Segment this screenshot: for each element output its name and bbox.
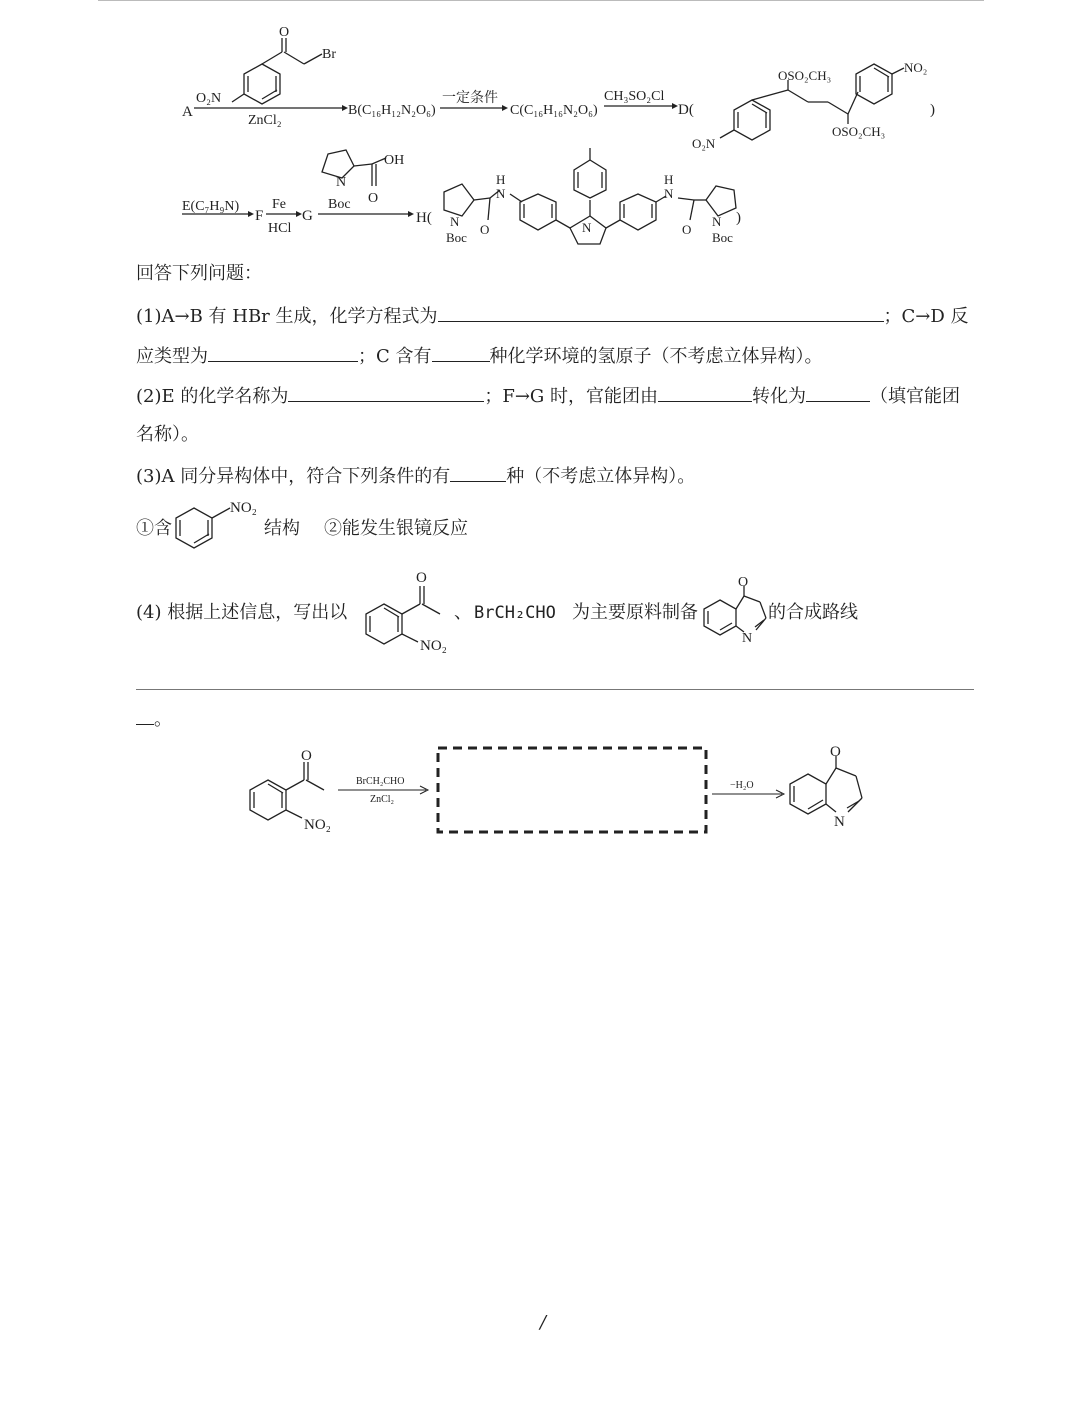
route-arrow-1-above: BrCH₂CHO [356, 776, 405, 787]
q3-condition-1-prefix: ①含 [136, 518, 172, 539]
q4-starting-material [362, 566, 462, 656]
reagent-N: N [336, 175, 347, 190]
q4-text-c: 为主要原料制备 [572, 602, 698, 623]
D-OSO2CH3-bottom: OSO₂CH₃ [832, 124, 886, 139]
label-H-close: ) [736, 210, 741, 226]
q3-NO2: NO₂ [230, 500, 257, 516]
label-D-close: ) [930, 102, 935, 118]
route-arrow-1-below: ZnCl₂ [370, 794, 395, 805]
reagent-O2N: O₂N [196, 91, 222, 106]
q1-text-d: ；C 含有 [358, 346, 432, 367]
q2-text-c: 转化为 [752, 386, 807, 407]
q2-answer-group-to[interactable] [806, 383, 870, 402]
arrow-G-head [408, 211, 414, 217]
arrow-E-head [248, 211, 254, 217]
q3-nitrobenzene-structure [170, 496, 270, 556]
q2-text-d: （填官能团 [870, 386, 961, 407]
reagent-OH: OH [384, 153, 405, 168]
H-Boc-left: Boc [446, 230, 467, 245]
question-1-line-1 [136, 303, 969, 329]
q1-text-a: (1)A→B 有 HBr 生成，化学方程式为 [136, 306, 438, 327]
arrow-F-below: HCl [268, 221, 292, 236]
q4-reagent: BrCH₂CHO [474, 603, 556, 623]
label-E: E(C₇H₉N) [182, 199, 240, 214]
q3-condition-2: ②能发生银镜反应 [324, 518, 468, 539]
q4-text-b: 、 [454, 602, 472, 623]
reagent-O: O [279, 25, 290, 40]
route-product-structure [790, 756, 862, 814]
q4-target-N: N [742, 631, 753, 646]
q3-answer-isomer-count[interactable] [450, 463, 506, 482]
route-product-N: N [834, 814, 845, 830]
label-F: F [255, 208, 264, 224]
label-A: A [182, 104, 193, 120]
q4-text-d: 的合成路线 [768, 602, 858, 623]
H-NH-right-H: H [664, 172, 674, 187]
q4-end-blank [136, 710, 154, 725]
q4-NO2: NO₂ [420, 638, 447, 654]
reagent-Br: Br [322, 47, 336, 62]
arrow-1-below: ZnCl₂ [248, 113, 282, 128]
route-start-O: O [301, 748, 312, 764]
q2-text-b: ；F→G 时，官能团由 [484, 386, 659, 407]
q4-end-period [136, 708, 172, 732]
H-Boc-right: Boc [712, 230, 733, 245]
label-B: B(C₁₆H₁₂N₂O₆) [348, 103, 436, 118]
answer-line[interactable] [136, 689, 974, 690]
q1-text-c: 应类型为 [136, 346, 208, 367]
question-1-line-2 [136, 343, 823, 369]
arrow-3-above: CH₃SO₂Cl [604, 89, 665, 104]
q1-answer-equation[interactable] [438, 303, 884, 322]
route-arrow-2-above: −H₂O [730, 780, 754, 791]
H-O-left: O [480, 222, 490, 237]
label-H-open: H( [416, 210, 432, 226]
label-C: C(C₁₆H₁₆N₂O₆) [510, 103, 598, 118]
q4-target-structure [700, 576, 776, 646]
scheme-row-1 [0, 20, 1080, 160]
question-2-line-2: 名称）。 [136, 424, 199, 445]
H-NH-right-N: N [664, 186, 674, 201]
H-N-center: N [582, 220, 592, 235]
D-O2N: O₂N [692, 136, 716, 151]
q4-O: O [416, 570, 427, 586]
arrow-2-head [502, 105, 508, 111]
D-OSO2CH3-top: OSO₂CH₃ [778, 68, 832, 83]
q2-answer-group-from[interactable] [658, 383, 752, 402]
top-border [98, 0, 984, 1]
q4-target-O: O [738, 576, 749, 590]
route-start-NO2: NO₂ [304, 817, 331, 833]
arrow-F-above: Fe [272, 197, 286, 212]
q2-text-a: (2)E 的化学名称为 [136, 386, 289, 407]
q1-answer-h-count[interactable] [432, 343, 490, 362]
route-answer-box[interactable] [438, 748, 706, 832]
q3-text-b: 种（不考虑立体异构）。 [506, 466, 696, 487]
page-mark: / [540, 1312, 547, 1333]
label-G: G [302, 208, 313, 224]
q1-text-e: 种化学环境的氢原子（不考虑立体异构）。 [489, 346, 823, 367]
H-N-left: N [450, 214, 460, 229]
arrow-2-above: 一定条件 [442, 91, 498, 106]
intro-text: 回答下列问题： [136, 263, 262, 284]
label-D-open: D( [678, 102, 694, 118]
q2-answer-e-name[interactable] [288, 383, 484, 402]
H-NH-left-N: N [496, 186, 506, 201]
question-2-line-1 [136, 383, 960, 409]
q4-text-a: (4) 根据上述信息，写出以 [136, 602, 348, 623]
q3-text-a: (3)A 同分异构体中，符合下列条件的有 [136, 466, 451, 487]
reagent-boc-proline [322, 150, 386, 186]
q1-answer-reaction-type[interactable] [208, 343, 358, 362]
q4-end-text: 。 [154, 709, 172, 730]
q3-condition-1-suffix: 结构 [264, 518, 300, 539]
question-3-line-1 [136, 463, 695, 489]
D-NO2: NO₂ [904, 60, 928, 75]
reagent-Boc: Boc [328, 197, 351, 212]
H-N-right: N [712, 214, 722, 229]
H-NH-left-H: H [496, 172, 506, 187]
route-product-O: O [830, 744, 841, 760]
H-O-right: O [682, 222, 692, 237]
route-start-structure [250, 762, 324, 820]
reagent-O: O [368, 191, 379, 206]
synthesis-route [230, 740, 930, 850]
reagent-nitrophenacyl-bromide [232, 38, 322, 104]
q1-text-b: ；C→D 反 [883, 306, 969, 327]
scheme-row-2 [0, 140, 1080, 260]
